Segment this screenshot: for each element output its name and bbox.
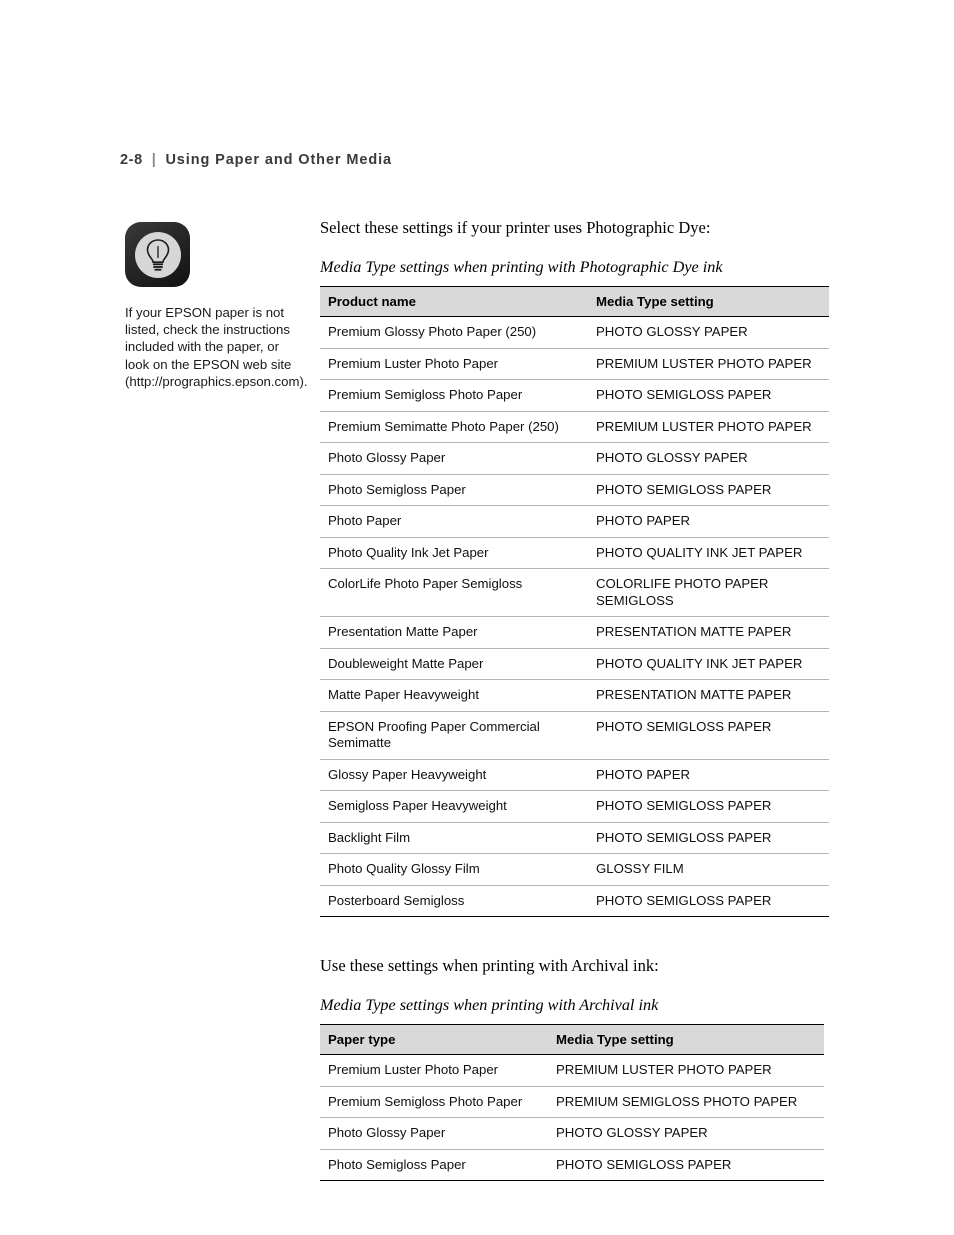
note-text: If your EPSON paper is not listed, check the instructions included with the paper, or look on the EPSON web site (http://prographics.epson.com).	[125, 305, 308, 389]
table-row	[320, 569, 829, 617]
page-number: 2-8	[120, 152, 143, 168]
table-row	[320, 380, 829, 412]
chapter-title: Using Paper and Other Media	[165, 152, 392, 168]
table-row	[320, 506, 829, 538]
dye-table-body	[320, 317, 829, 917]
cell-setting: PHOTO SEMIGLOSS PAPER	[588, 885, 829, 917]
cell-setting: PHOTO SEMIGLOSS PAPER	[588, 822, 829, 854]
table-header-row	[320, 287, 829, 317]
cell-product: Doubleweight Matte Paper	[320, 648, 588, 680]
cell-product: Premium Semigloss Photo Paper	[320, 380, 588, 412]
cell-product: Photo Paper	[320, 506, 588, 538]
page-header	[120, 152, 392, 168]
table-row	[320, 348, 829, 380]
cell-setting: PHOTO SEMIGLOSS PAPER	[588, 474, 829, 506]
cell-setting: PHOTO PAPER	[588, 506, 829, 538]
cell-setting: GLOSSY FILM	[588, 854, 829, 886]
cell-product: Presentation Matte Paper	[320, 617, 588, 649]
cell-setting: PRESENTATION MATTE PAPER	[588, 680, 829, 712]
table-row	[320, 759, 829, 791]
cell-setting: PREMIUM LUSTER PHOTO PAPER	[548, 1055, 824, 1087]
cell-product: Posterboard Semigloss	[320, 885, 588, 917]
dye-ink-media-table	[320, 286, 829, 917]
cell-setting: PHOTO GLOSSY PAPER	[588, 317, 829, 349]
table-row	[320, 885, 829, 917]
table-row	[320, 680, 829, 712]
cell-product: Photo Quality Glossy Film	[320, 854, 588, 886]
cell-setting: PHOTO SEMIGLOSS PAPER	[588, 380, 829, 412]
cell-setting: PHOTO PAPER	[588, 759, 829, 791]
table-row	[320, 411, 829, 443]
table-row	[320, 1055, 824, 1087]
header-separator: |	[151, 152, 157, 168]
cell-product: Premium Glossy Photo Paper (250)	[320, 317, 588, 349]
table-row	[320, 537, 829, 569]
cell-paper-type: Premium Semigloss Photo Paper	[320, 1086, 548, 1118]
caption-archival-table: Media Type settings when printing with Archival ink	[320, 996, 659, 1014]
lightbulb-tip-icon	[125, 222, 190, 287]
cell-setting: PHOTO GLOSSY PAPER	[548, 1118, 824, 1150]
cell-product: Photo Semigloss Paper	[320, 474, 588, 506]
cell-setting: PHOTO QUALITY INK JET PAPER	[588, 648, 829, 680]
cell-setting: PREMIUM LUSTER PHOTO PAPER	[588, 348, 829, 380]
table-row	[320, 854, 829, 886]
cell-setting: PRESENTATION MATTE PAPER	[588, 617, 829, 649]
main-content	[320, 218, 832, 1181]
cell-setting: PHOTO SEMIGLOSS PAPER	[548, 1149, 824, 1181]
cell-paper-type: Premium Luster Photo Paper	[320, 1055, 548, 1087]
table-row	[320, 443, 829, 475]
cell-setting: PHOTO QUALITY INK JET PAPER	[588, 537, 829, 569]
table-row	[320, 474, 829, 506]
table-row	[320, 617, 829, 649]
cell-product: Backlight Film	[320, 822, 588, 854]
archival-ink-media-table	[320, 1024, 824, 1181]
cell-product: EPSON Proofing Paper Commercial Semimatte	[320, 711, 588, 759]
cell-product: Glossy Paper Heavyweight	[320, 759, 588, 791]
column-header-paper-type: Paper type	[320, 1025, 548, 1055]
cell-setting: PREMIUM SEMIGLOSS PHOTO PAPER	[548, 1086, 824, 1118]
table-header-row	[320, 1025, 824, 1055]
column-header-media-type: Media Type setting	[588, 287, 829, 317]
table-row	[320, 648, 829, 680]
cell-product: Matte Paper Heavyweight	[320, 680, 588, 712]
cell-product: Photo Glossy Paper	[320, 443, 588, 475]
intro-archival: Use these settings when printing with Archival ink:	[320, 956, 659, 975]
column-header-media-type: Media Type setting	[548, 1025, 824, 1055]
cell-setting: COLORLIFE PHOTO PAPER SEMIGLOSS	[588, 569, 829, 617]
note-sidebar	[125, 222, 308, 390]
cell-setting: PHOTO GLOSSY PAPER	[588, 443, 829, 475]
archival-table-body	[320, 1055, 824, 1181]
cell-product: Photo Quality Ink Jet Paper	[320, 537, 588, 569]
cell-product: Premium Luster Photo Paper	[320, 348, 588, 380]
table-row	[320, 1086, 824, 1118]
column-header-product-name: Product name	[320, 287, 588, 317]
table-row	[320, 1149, 824, 1181]
cell-setting: PHOTO SEMIGLOSS PAPER	[588, 791, 829, 823]
cell-product: Premium Semimatte Photo Paper (250)	[320, 411, 588, 443]
cell-paper-type: Photo Glossy Paper	[320, 1118, 548, 1150]
cell-product: ColorLife Photo Paper Semigloss	[320, 569, 588, 617]
table-row	[320, 822, 829, 854]
bulb-icon	[135, 232, 181, 278]
cell-paper-type: Photo Semigloss Paper	[320, 1149, 548, 1181]
table-row	[320, 711, 829, 759]
table-row	[320, 317, 829, 349]
cell-setting: PHOTO SEMIGLOSS PAPER	[588, 711, 829, 759]
table-row	[320, 1118, 824, 1150]
cell-product: Semigloss Paper Heavyweight	[320, 791, 588, 823]
caption-dye-table: Media Type settings when printing with Photographic Dye ink	[320, 258, 723, 276]
table-row	[320, 791, 829, 823]
intro-dye: Select these settings if your printer uses Photographic Dye:	[320, 218, 711, 237]
cell-setting: PREMIUM LUSTER PHOTO PAPER	[588, 411, 829, 443]
